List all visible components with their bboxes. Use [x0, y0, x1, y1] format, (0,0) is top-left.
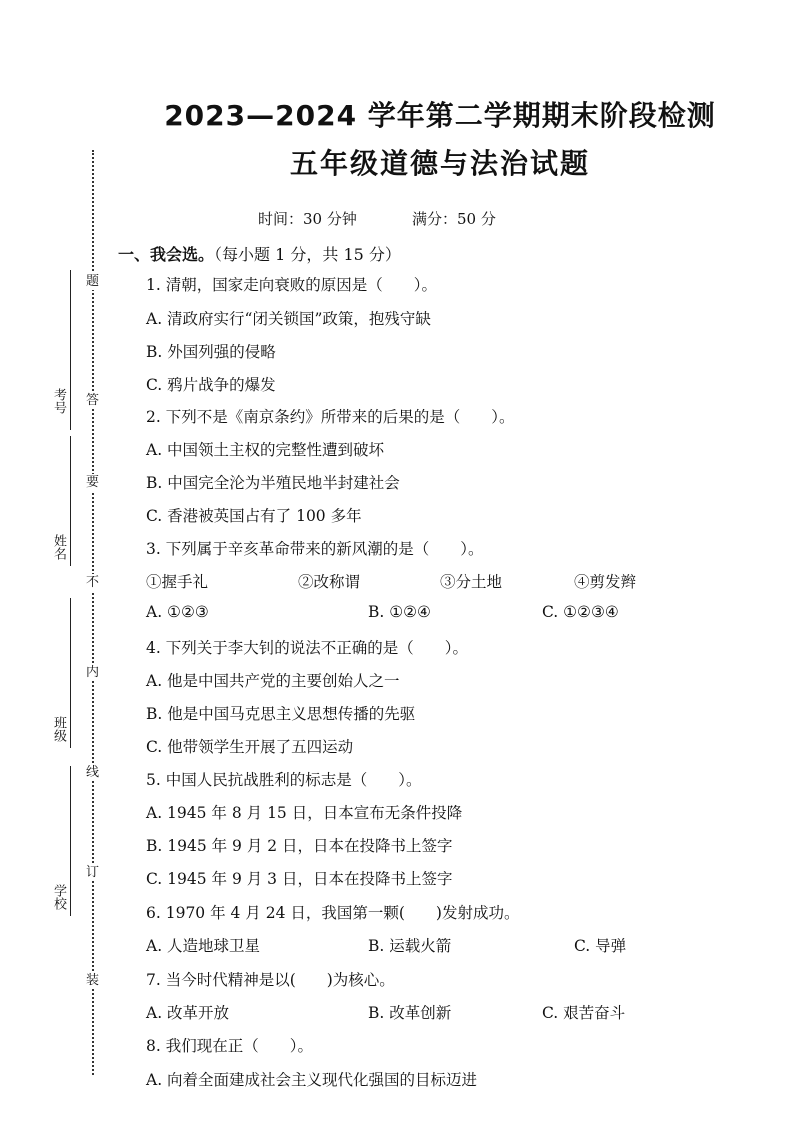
answer-option: C. 鸦片战争的爆发: [146, 376, 276, 394]
school-underline: [70, 766, 71, 916]
question-stem: 6. 1970 年 4 月 24 日，我国第一颗( )发射成功。: [146, 904, 520, 922]
seal-char: 线: [86, 765, 100, 780]
answer-option: B. 中国完全沦为半殖民地半封建社会: [146, 474, 400, 492]
answer-option: B. 他是中国马克思主义思想传播的先驱: [146, 705, 416, 723]
question-stem: 8. 我们现在正（ ）。: [146, 1037, 313, 1055]
page-subtitle: 五年级道德与法治试题: [289, 147, 590, 180]
answer-option: C. 1945 年 9 月 3 日，日本在投降书上签字: [146, 870, 453, 888]
seal-char: 答: [86, 393, 100, 408]
answer-option: C. ①②③④: [542, 603, 619, 621]
answer-option: C. 他带领学生开展了五四运动: [146, 738, 354, 756]
answer-option: B. ①②④: [368, 603, 431, 621]
answer-option: B. 1945 年 9 月 2 日，日本在投降书上签字: [146, 837, 453, 855]
name-label: 姓名: [51, 534, 66, 560]
answer-option: A. 清政府实行“闭关锁国”政策，抱残守缺: [146, 310, 431, 328]
exam-number-label: 考号: [51, 388, 66, 414]
seal-char: 要: [86, 475, 100, 490]
section-heading: [118, 242, 401, 265]
seal-char: 内: [86, 665, 100, 680]
question-stem: 2. 下列不是《南京条约》所带来的后果的是（ ）。: [146, 408, 515, 426]
time-limit: 时间：30 分钟: [258, 210, 357, 228]
question-stem: 1. 清朝，国家走向衰败的原因是（ ）。: [146, 276, 437, 294]
answer-option: A. 向着全面建成社会主义现代化强国的目标迈进: [146, 1071, 478, 1089]
answer-option: C. 艰苦奋斗: [542, 1004, 626, 1022]
question-stem: 4. 下列关于李大钊的说法不正确的是（ ）。: [146, 639, 468, 657]
answer-option: B. 改革创新: [368, 1004, 452, 1022]
choice-item: ②改称谓: [298, 573, 361, 591]
answer-option: A. ①②③: [146, 603, 209, 621]
name-underline: [70, 436, 71, 566]
page-title: 2023—2024 学年第二学期期末阶段检测: [164, 99, 716, 132]
section-title: 一、我会选。: [118, 245, 215, 264]
school-label: 学校: [51, 884, 66, 910]
question-stem: 3. 下列属于辛亥革命带来的新风潮的是（ ）。: [146, 540, 484, 558]
seal-char: 不: [86, 575, 100, 590]
class-label: 班级: [51, 716, 66, 742]
answer-option: C. 香港被英国占有了 100 多年: [146, 507, 362, 525]
seal-char: 题: [86, 274, 100, 289]
answer-option: B. 外国列强的侵略: [146, 343, 276, 361]
choice-item: ③分土地: [440, 573, 503, 591]
answer-option: A. 1945 年 8 月 15 日，日本宣布无条件投降: [146, 804, 463, 822]
seal-char: 订: [86, 865, 100, 880]
answer-option: A. 他是中国共产党的主要创始人之一: [146, 672, 400, 690]
seal-char: 装: [86, 973, 100, 988]
choice-item: ④剪发辫: [574, 573, 637, 591]
exam-number-underline: [70, 270, 71, 430]
choice-item: ①握手礼: [146, 573, 209, 591]
answer-option: B. 运载火箭: [368, 937, 452, 955]
answer-option: C. 导弹: [574, 937, 627, 955]
answer-option: A. 改革开放: [146, 1004, 230, 1022]
section-note: （每小题 1 分，共 15 分）: [214, 245, 401, 264]
question-stem: 5. 中国人民抗战胜利的标志是（ ）。: [146, 771, 422, 789]
answer-option: A. 中国领土主权的完整性遭到破坏: [146, 441, 385, 459]
class-underline: [70, 598, 71, 748]
full-score: 满分：50 分: [412, 210, 496, 228]
answer-option: A. 人造地球卫星: [146, 937, 261, 955]
question-stem: 7. 当今时代精神是以( )为核心。: [146, 971, 395, 989]
